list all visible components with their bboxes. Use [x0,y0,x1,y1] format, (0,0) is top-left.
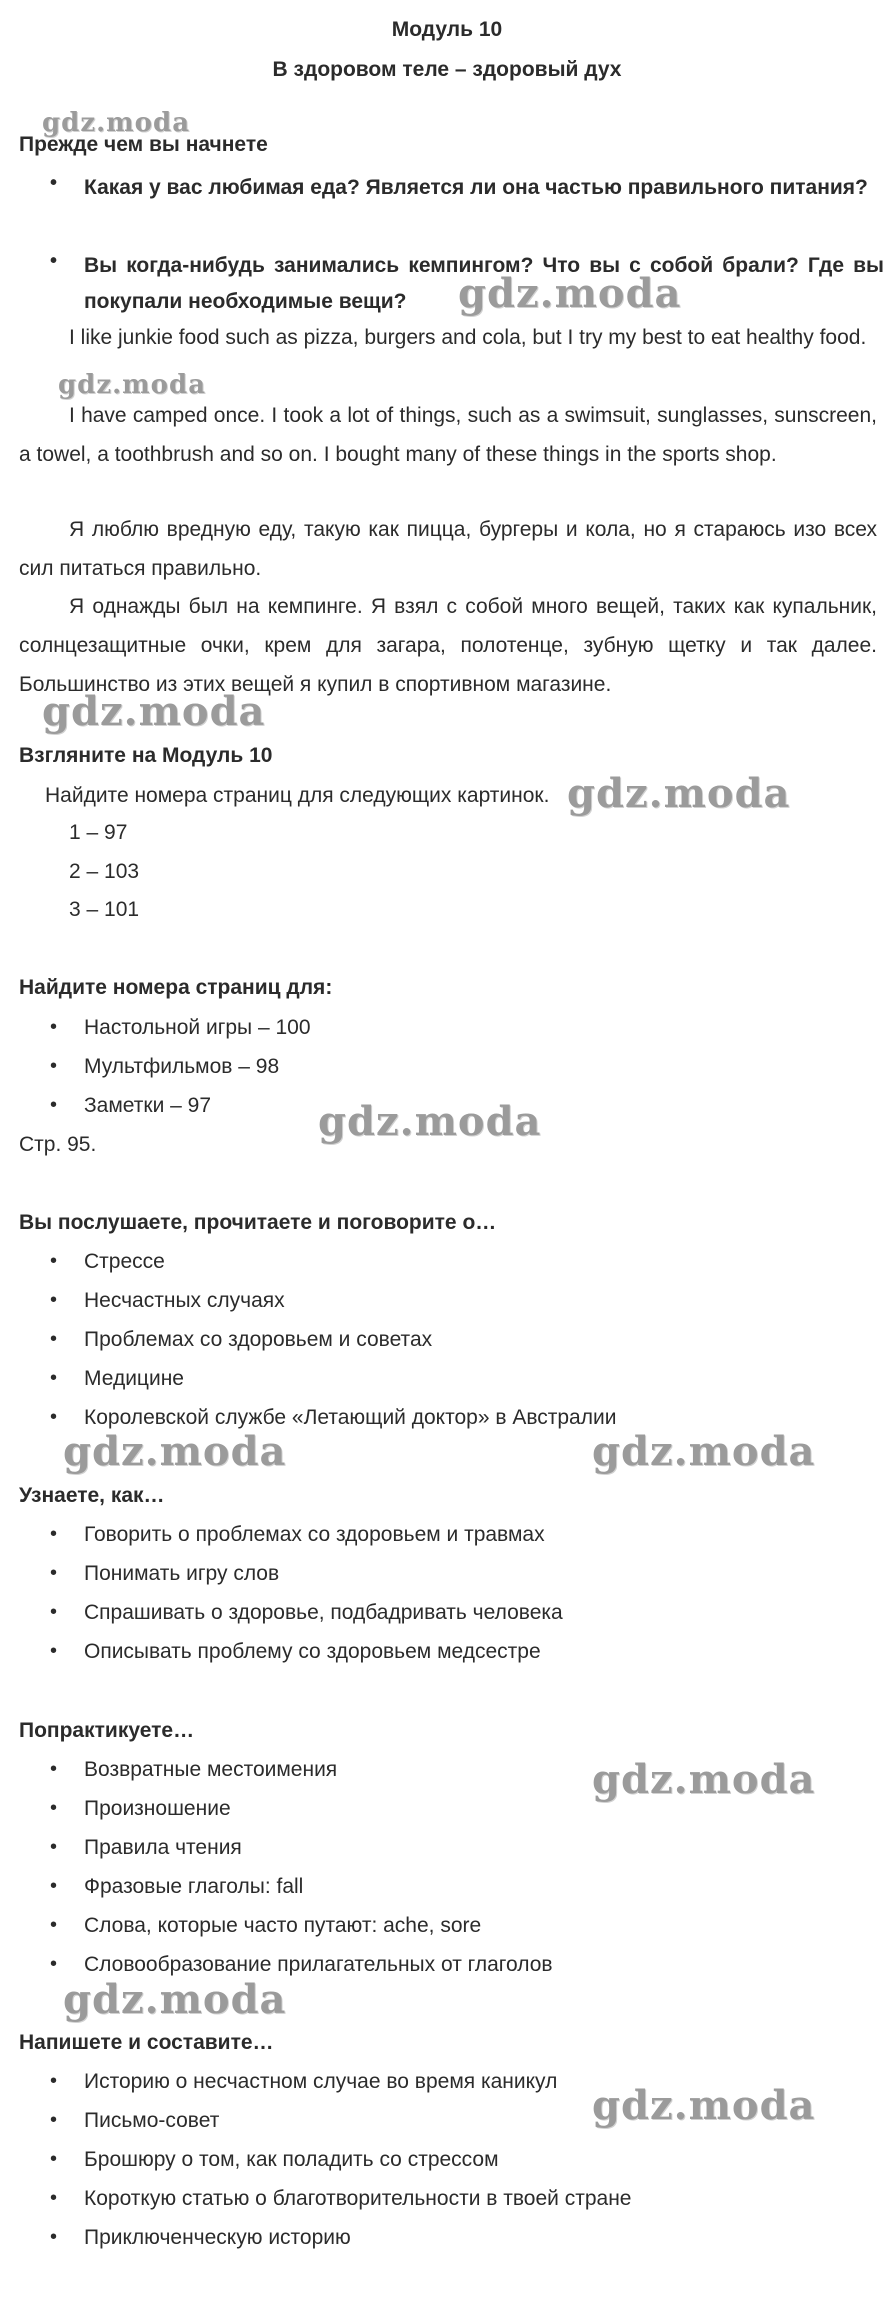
list-item-text: Несчастных случаях [84,1289,285,1312]
bullet: • [50,1640,58,1662]
bullet: • [50,1875,58,1897]
list-item-text: Стрессе [84,1250,165,1273]
watermark: gdz.moda [318,1098,542,1145]
bullet: • [50,172,58,194]
section-heading-find-pages: Найдите номера страниц для: [19,976,333,999]
section-heading-listen: Вы послушаете, прочитаете и поговорите о… [19,1211,497,1234]
list-item-text: Проблемах со здоровьем и советах [84,1328,433,1351]
list-item-text: Приключенческую историю [84,2226,351,2249]
watermark: gdz.moda [592,1756,816,1803]
section-heading-learn: Узнаете, как… [19,1484,165,1507]
bullet: • [50,1328,58,1350]
bullet: • [50,1094,58,1116]
list-item-text: Короткую статью о благотворительности в твоей стране [84,2187,632,2210]
bullet: • [50,1562,58,1584]
bullet: • [50,2226,58,2248]
question-text: Вы когда-нибудь занимались кемпингом? Что вы с собой брали? Где вы покупали необходимые вещи? [84,254,884,313]
watermark: gdz.moda [592,1428,816,1475]
bullet: • [50,1016,58,1038]
answer-paragraph: I have camped once. I took a lot of things, such as a swimsuit, sunglasses, sunscreen, a towel, a toothbrush and so on. I bought many of these things in the sports shop. [19,404,877,466]
bullet: • [50,2148,58,2170]
bullet: • [50,1914,58,1936]
picture-answer: 1 – 97 [69,821,128,844]
answer-paragraph: Я люблю вредную еду, такую как пицца, бургеры и кола, но я стараюсь изо всех сил питаться правильно. [19,518,877,580]
watermark: gdz.moda [63,1976,287,2023]
watermark: gdz.moda [592,2082,816,2129]
list-item-text: Брошюру о том, как поладить со стрессом [84,2148,499,2171]
bullet: • [50,1758,58,1780]
list-item-text: Возвратные местоимения [84,1758,338,1781]
list-item-text: Произношение [84,1797,231,1820]
bullet: • [50,1836,58,1858]
list-item-text: Слова, которые часто путают: ache, sore [84,1914,482,1937]
watermark: gdz.moda [458,270,682,317]
list-item-text: Мультфильмов – 98 [84,1055,280,1078]
bullet: • [50,1953,58,1975]
section-heading-write: Напишете и составите… [19,2031,274,2054]
list-item-text: Правила чтения [84,1836,242,1859]
question-text: Какая у вас любимая еда? Является ли она частью правильного питания? [84,176,868,199]
module-subtitle: В здоровом теле – здоровый дух [272,58,622,81]
bullet: • [50,1523,58,1545]
picture-answer: 2 – 103 [69,860,140,883]
list-item-text: Медицине [84,1367,184,1390]
bullet: • [50,1601,58,1623]
bullet: • [50,1250,58,1272]
watermark: gdz.moda [63,1428,287,1475]
bullet: • [50,1367,58,1389]
list-item-text: Спрашивать о здоровье, подбадривать человека [84,1601,563,1624]
module-title: Модуль 10 [391,18,503,41]
list-item-text: Заметки – 97 [84,1094,212,1117]
list-item-text: Историю о несчастном случае во время каникул [84,2070,558,2093]
section-heading-practice: Попрактикуете… [19,1719,195,1742]
bullet: • [50,2109,58,2131]
list-item-text: Королевской службе «Летающий доктор» в Австралии [84,1406,617,1429]
bullet: • [50,250,58,272]
instruction-text: Найдите номера страниц для следующих картинок. [45,784,550,807]
answer-paragraph: Я однажды был на кемпинге. Я взял с собой много вещей, таких как купальник, солнцезащитные очки, крем для загара, полотенце, зубную щетку и так далее. Большинство из этих вещей я купил в спортивном магазине. [19,595,877,696]
page-reference: Стр. 95. [19,1133,97,1156]
bullet: • [50,1406,58,1428]
list-item-text: Словообразование прилагательных от глаголов [84,1953,553,1976]
watermark: gdz.moda [42,108,191,138]
answer-paragraph: I like junkie food such as pizza, burgers and cola, but I try my best to eat healthy food. [69,326,867,349]
section-heading-before-start: Прежде чем вы начнете [19,133,268,156]
bullet: • [50,1055,58,1077]
list-item-text: Письмо-совет [84,2109,220,2132]
list-item-text: Описывать проблему со здоровьем медсестре [84,1640,541,1663]
watermark: gdz.moda [58,370,207,400]
list-item-text: Говорить о проблемах со здоровьем и травмах [84,1523,545,1546]
bullet: • [50,2187,58,2209]
list-item-text: Фразовые глаголы: fall [84,1875,304,1898]
bullet: • [50,2070,58,2092]
watermark: gdz.moda [567,770,791,817]
bullet: • [50,1289,58,1311]
list-item-text: Настольной игры – 100 [84,1016,311,1039]
list-item-text: Понимать игру слов [84,1562,280,1585]
section-heading-look-module: Взгляните на Модуль 10 [19,744,273,767]
watermark: gdz.moda [42,688,266,735]
bullet: • [50,1797,58,1819]
picture-answer: 3 – 101 [69,898,140,921]
